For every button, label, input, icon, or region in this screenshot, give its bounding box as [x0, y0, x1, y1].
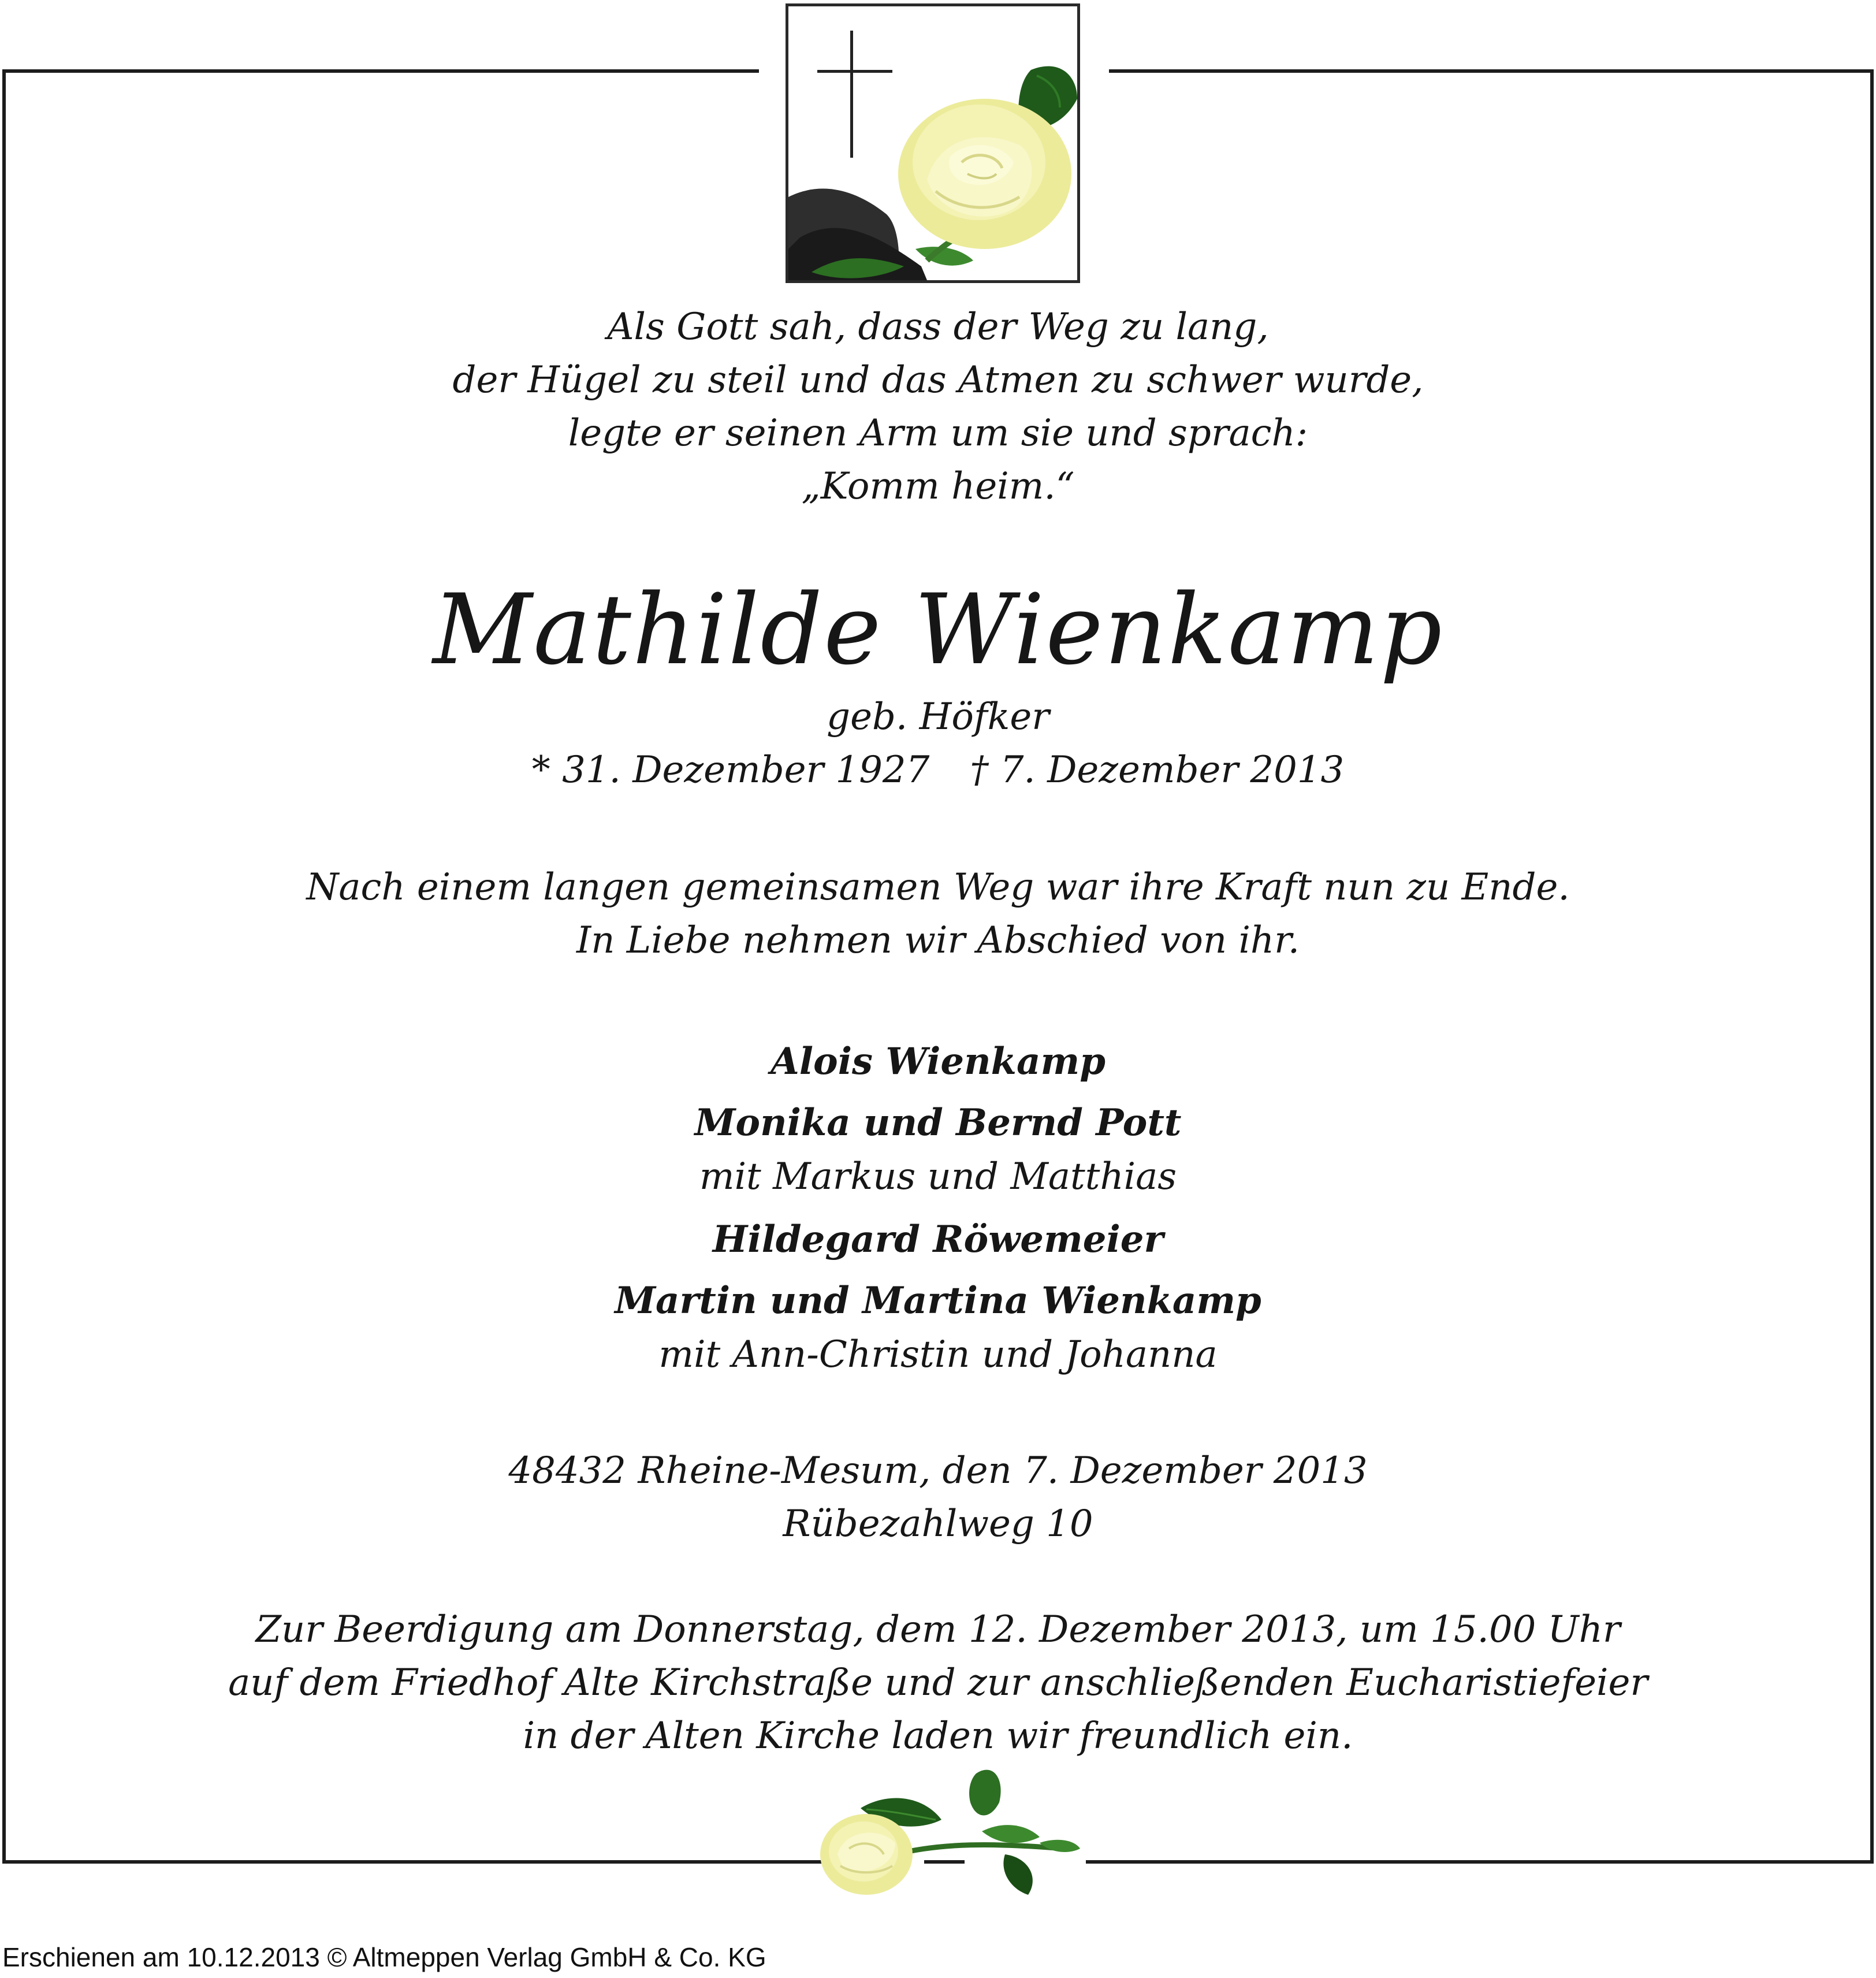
family-member-children: mit Ann-Christin und Johanna	[658, 1333, 1218, 1376]
frame-top-left	[2, 69, 759, 73]
address	[116, 1444, 1760, 1551]
funeral-line: auf dem Friedhof Alte Kirchstraße und zur anschließenden Eucharistiefeier	[228, 1661, 1648, 1704]
family-member: Martin und Martina Wienkamp	[615, 1279, 1261, 1322]
cross-rose-icon	[786, 3, 1080, 283]
message-line: Nach einem langen gemeinsamen Weg war ihre Kraft nun zu Ende.	[306, 866, 1570, 909]
frame-left	[2, 69, 6, 1864]
publication-footer: Erschienen am 10.12.2013 © Altmeppen Verlag GmbH & Co. KG	[2, 1942, 766, 1972]
funeral-info	[116, 1603, 1760, 1763]
frame-bottom-right	[1086, 1860, 1874, 1864]
address-line: 48432 Rheine-Mesum, den 7. Dezember 2013	[508, 1449, 1368, 1492]
frame-right	[1870, 69, 1874, 1864]
poem-line: „Komm heim.“	[801, 465, 1075, 508]
maiden-name: geb. Höfker	[827, 696, 1049, 738]
life-dates	[116, 743, 1760, 797]
birth-date: * 31. Dezember 1927	[531, 749, 930, 791]
family-member: Alois Wienkamp	[770, 1040, 1106, 1083]
poem-line: Als Gott sah, dass der Weg zu lang,	[607, 306, 1269, 348]
family-member: Hildegard Röwemeier	[712, 1218, 1164, 1261]
funeral-line: in der Alten Kirche laden wir freundlich ein.	[523, 1715, 1353, 1757]
funeral-line: Zur Beerdigung am Donnerstag, dem 12. Dezember 2013, um 15.00 Uhr	[255, 1608, 1621, 1651]
family-list	[116, 1031, 1760, 1387]
farewell-message	[116, 861, 1760, 967]
deceased-name: Mathilde Wienkamp	[433, 573, 1443, 686]
birth-info	[116, 690, 1760, 797]
rose-icon	[809, 1756, 1109, 1901]
frame-bottom-left	[2, 1860, 822, 1864]
poem-line: der Hügel zu steil und das Atmen zu schwer wurde,	[452, 359, 1424, 401]
family-member-children: mit Markus und Matthias	[699, 1155, 1177, 1198]
message-line: In Liebe nehmen wir Abschied von ihr.	[576, 919, 1300, 962]
family-member: Monika und Bernd Pott	[694, 1101, 1182, 1144]
poem	[116, 300, 1760, 513]
frame-top-right	[1109, 69, 1874, 73]
poem-line: legte er seinen Arm um sie und sprach:	[568, 412, 1308, 455]
death-date: † 7. Dezember 2013	[970, 749, 1345, 791]
address-line: Rübezahlweg 10	[783, 1503, 1093, 1545]
